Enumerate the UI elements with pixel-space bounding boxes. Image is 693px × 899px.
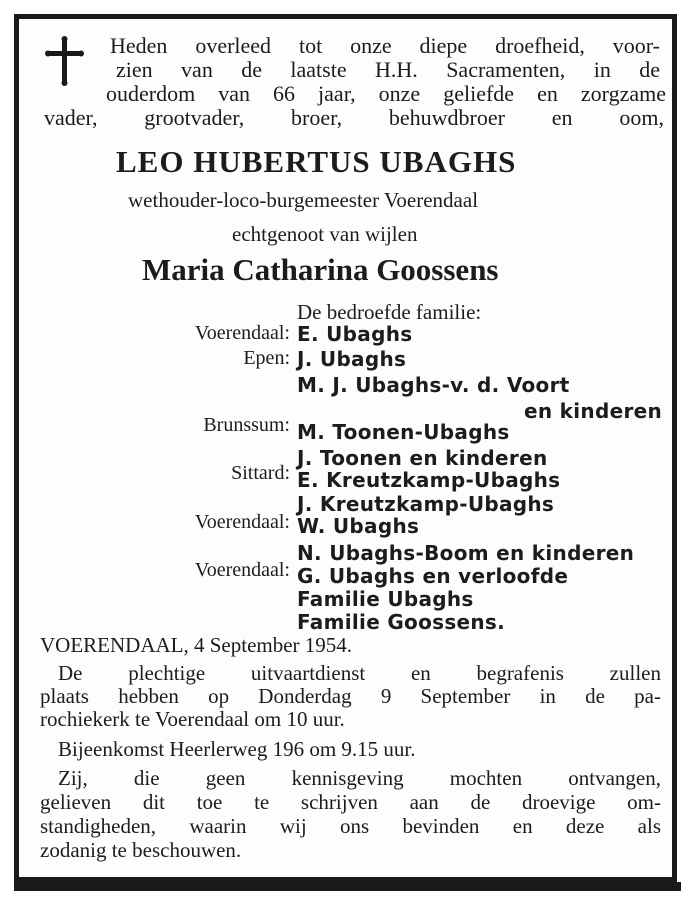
family-place: Voerendaal: [194,322,290,344]
deceased-title: wethouder-loco-burgemeester Voerendaal [128,188,479,212]
intro-line-1: Heden overleed tot onze diepe droefheid, voor- [110,33,660,58]
family-member: Familie Ubaghs [297,587,474,611]
spouse-intro: echtgenoot van wijlen [232,222,418,246]
family-heading: De bedroefde familie: [297,300,482,324]
funeral-line-2: plaats hebben op Donderdag 9 September in de pa- [40,684,661,708]
family-member: G. Ubaghs en verloofde [297,564,569,588]
family-place: Epen: [243,347,290,369]
spouse-name: Maria Catharina Goossens [142,252,499,287]
family-member: J. Kreutzkamp-Ubaghs [297,492,555,516]
family-member: Familie Goossens. [297,610,506,634]
family-member: E. Kreutzkamp-Ubaghs [297,468,561,492]
family-place: Voerendaal: [194,511,290,533]
dateline: VOERENDAAL, 4 September 1954. [40,633,353,657]
notice-line-1: Zij, die geen kennisgeving mochten ontvangen, [58,766,661,790]
intro-line-2: zien van de laatste H.H. Sacramenten, in de [116,57,660,82]
family-place: Sittard: [231,462,290,484]
funeral-line-1: De plechtige uitvaartdienst en begrafenis zullen [58,661,661,685]
notice-line-2: gelieven dit toe te schrijven aan de droevige om- [40,790,661,814]
family-member: en kinderen [524,399,663,423]
family-member: E. Ubaghs [297,322,413,346]
family-member: J. Toonen en kinderen [297,446,548,470]
family-member: N. Ubaghs-Boom en kinderen [297,541,635,565]
deceased-name: LEO HUBERTUS UBAGHS [116,144,517,179]
intro-line-4: vader, grootvader, broer, behuwdbroer en oom, [44,105,664,130]
family-member: W. Ubaghs [297,514,420,538]
latin-cross-icon [44,36,84,86]
notice-line-4: zodanig te beschouwen. [40,838,242,862]
funeral-line-3: rochiekerk te Voerendaal om 10 uur. [40,707,345,731]
family-place: Brunssum: [203,414,290,436]
family-place: Voerendaal: [194,559,290,581]
family-member: M. J. Ubaghs-v. d. Voort [297,373,570,397]
meeting-line: Bijeenkomst Heerlerweg 196 om 9.15 uur. [58,737,416,761]
family-member: J. Ubaghs [297,347,407,371]
notice-line-3: standigheden, waarin wij ons bevinden en deze als [40,814,661,838]
family-member: M. Toonen-Ubaghs [297,420,510,444]
intro-line-3: ouderdom van 66 jaar, onze geliefde en zorgzame [106,81,666,106]
